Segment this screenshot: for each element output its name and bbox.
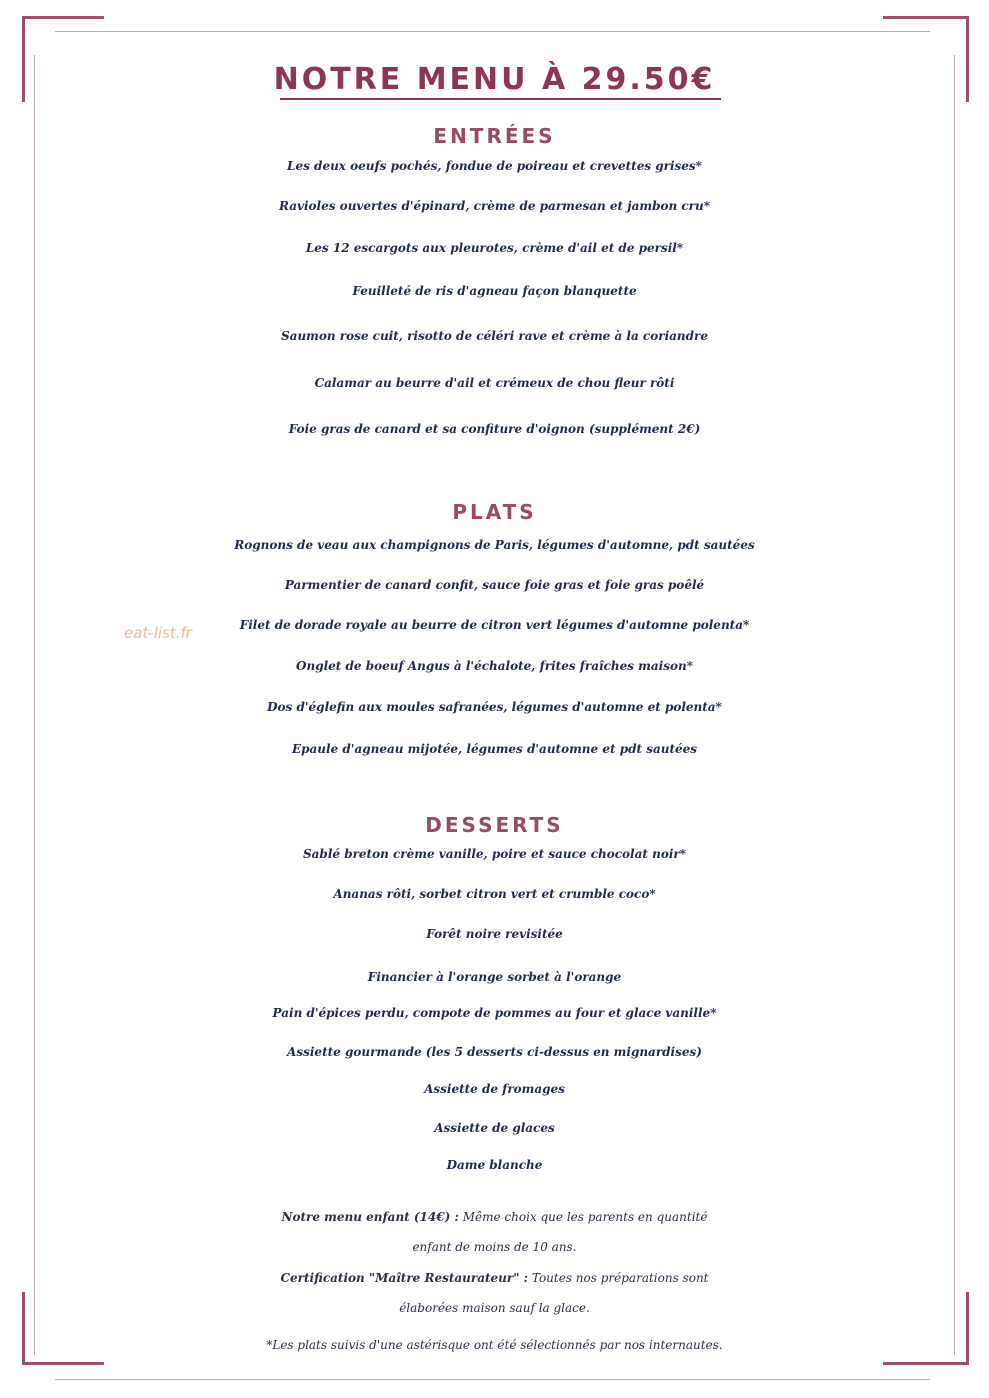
frame-top-right-horizontal bbox=[883, 16, 969, 19]
dish-dessert: Forêt noire revisitée bbox=[426, 927, 563, 941]
kids-menu-note bbox=[0, 1210, 989, 1224]
certification-text: Toutes nos préparations sont bbox=[528, 1271, 709, 1285]
frame-inner-top bbox=[55, 31, 930, 32]
kids-menu-text: Même choix que les parents en quantité bbox=[458, 1210, 708, 1224]
frame-inner-bottom bbox=[55, 1379, 930, 1380]
dish-plat: Filet de dorade royale au beurre de citron vert légumes d'automne polenta* bbox=[239, 618, 750, 632]
dish-dessert: Assiette de glaces bbox=[434, 1121, 555, 1135]
certification-note-line2: élaborées maison sauf la glace. bbox=[399, 1301, 590, 1315]
dish-dessert: Sablé breton crème vanille, poire et sauce chocolat noir* bbox=[302, 847, 686, 861]
dish-entree: Les 12 escargots aux pleurotes, crème d'ail et de persil* bbox=[305, 241, 684, 255]
dish-entree: Ravioles ouvertes d'épinard, crème de parmesan et jambon cru* bbox=[279, 199, 710, 213]
section-heading-entrees: ENTRÉES bbox=[433, 124, 556, 148]
dish-plat: Onglet de boeuf Angus à l'échalote, frites fraîches maison* bbox=[296, 659, 693, 673]
dish-entree: Foie gras de canard et sa confiture d'oignon (supplément 2€) bbox=[288, 422, 701, 436]
frame-bottom-left-horizontal bbox=[22, 1362, 104, 1365]
section-heading-desserts: DESSERTS bbox=[425, 813, 564, 837]
dish-entree: Calamar au beurre d'ail et crémeux de chou fleur rôti bbox=[314, 376, 675, 390]
dish-plat: Parmentier de canard confit, sauce foie gras et foie gras poêlé bbox=[284, 578, 705, 592]
title-underline bbox=[280, 98, 721, 100]
section-heading-plats: PLATS bbox=[452, 500, 537, 524]
menu-title: NOTRE MENU À 29.50€ bbox=[273, 62, 716, 97]
dish-dessert: Dame blanche bbox=[446, 1158, 543, 1172]
dish-plat: Epaule d'agneau mijotée, légumes d'automne et pdt sautées bbox=[291, 742, 698, 756]
frame-bottom-right-horizontal bbox=[883, 1362, 969, 1365]
dish-entree: Les deux oeufs pochés, fondue de poireau et crevettes grises* bbox=[287, 159, 702, 173]
dish-plat: Dos d'églefin aux moules safranées, légumes d'automne et polenta* bbox=[267, 700, 722, 714]
certification-note bbox=[0, 1271, 989, 1285]
dish-dessert: Assiette gourmande (les 5 desserts ci-dessus en mignardises) bbox=[287, 1045, 702, 1059]
dish-dessert: Assiette de fromages bbox=[424, 1082, 565, 1096]
watermark: eat-list.fr bbox=[124, 624, 192, 642]
asterisk-footnote: *Les plats suivis d'une astérisque ont été sélectionnés par nos internautes. bbox=[266, 1338, 723, 1352]
kids-menu-label: Notre menu enfant (14€) : bbox=[281, 1210, 459, 1224]
dish-dessert: Pain d'épices perdu, compote de pommes au four et glace vanille* bbox=[272, 1006, 717, 1020]
dish-entree: Saumon rose cuit, risotto de céléri rave et crème à la coriandre bbox=[281, 329, 708, 343]
certification-label: Certification "Maître Restaurateur" : bbox=[280, 1271, 529, 1285]
frame-top-left-horizontal bbox=[22, 16, 104, 19]
dish-entree: Feuilleté de ris d'agneau façon blanquette bbox=[352, 284, 637, 298]
kids-menu-note-line2: enfant de moins de 10 ans. bbox=[412, 1240, 577, 1254]
dish-dessert: Ananas rôti, sorbet citron vert et crumble coco* bbox=[333, 887, 656, 901]
dish-dessert: Financier à l'orange sorbet à l'orange bbox=[367, 970, 622, 984]
dish-plat: Rognons de veau aux champignons de Paris, légumes d'automne, pdt sautées bbox=[234, 538, 755, 552]
